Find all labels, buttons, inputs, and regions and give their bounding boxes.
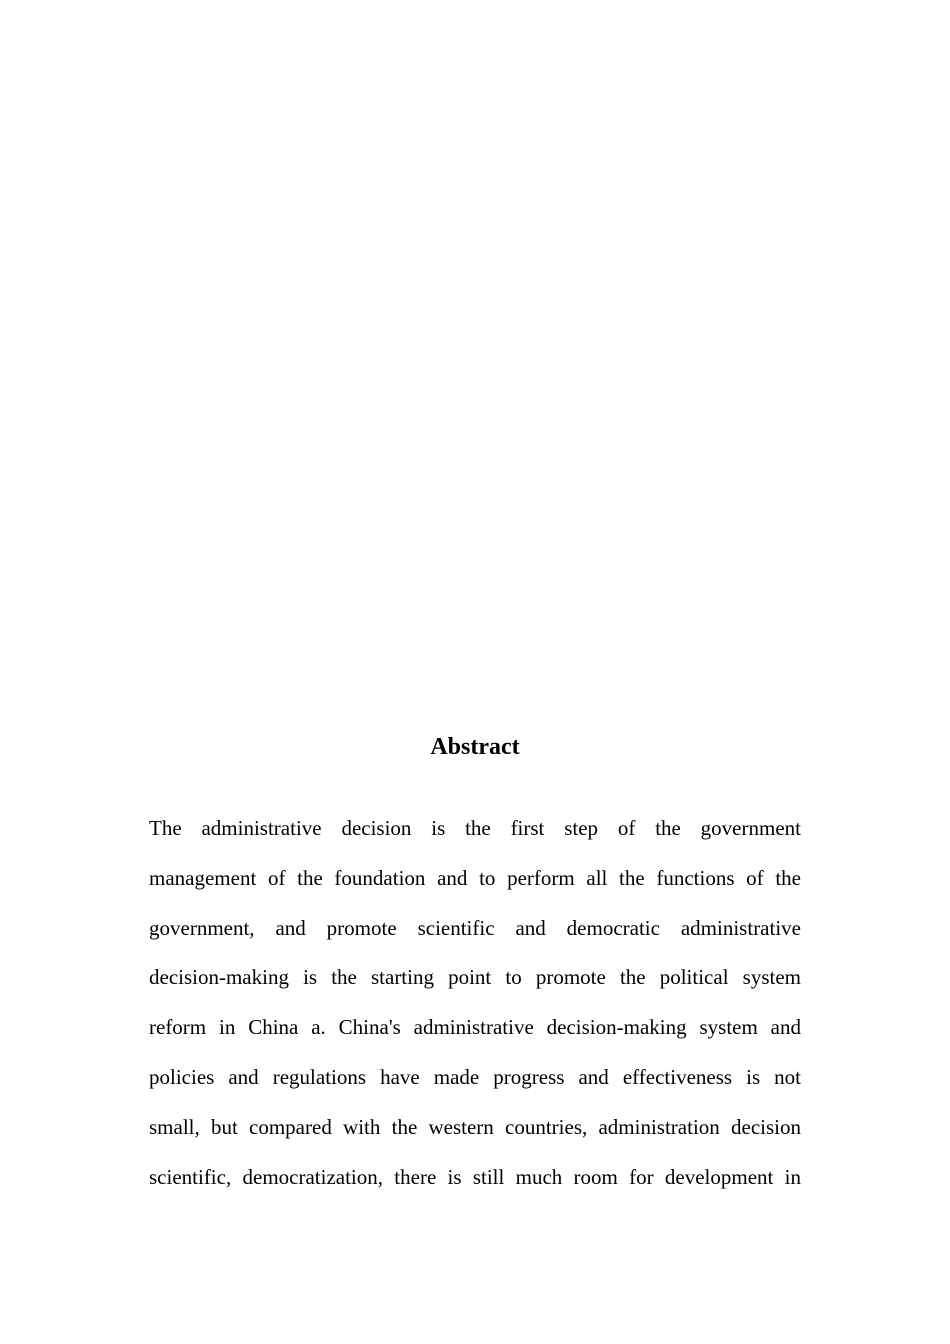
body-line: The administrative decision is the first step of the government xyxy=(149,816,801,840)
abstract-heading: Abstract xyxy=(430,734,520,760)
abstract-body xyxy=(149,804,801,1202)
body-line: reform in China a. China's administrative decision-making system and xyxy=(149,1015,801,1040)
body-line: small, but compared with the western countries, administration decision xyxy=(149,1114,801,1139)
body-line: government, and promote scientific and democratic administrative xyxy=(149,915,801,940)
body-line: management of the foundation and to perform all the functions of the xyxy=(149,865,801,890)
body-line: decision-making is the starting point to promote the political system xyxy=(149,965,801,990)
body-line: policies and regulations have made progress and effectiveness is not xyxy=(149,1064,801,1089)
body-line: scientific, democratization, there is still much room for development in xyxy=(149,1164,801,1189)
